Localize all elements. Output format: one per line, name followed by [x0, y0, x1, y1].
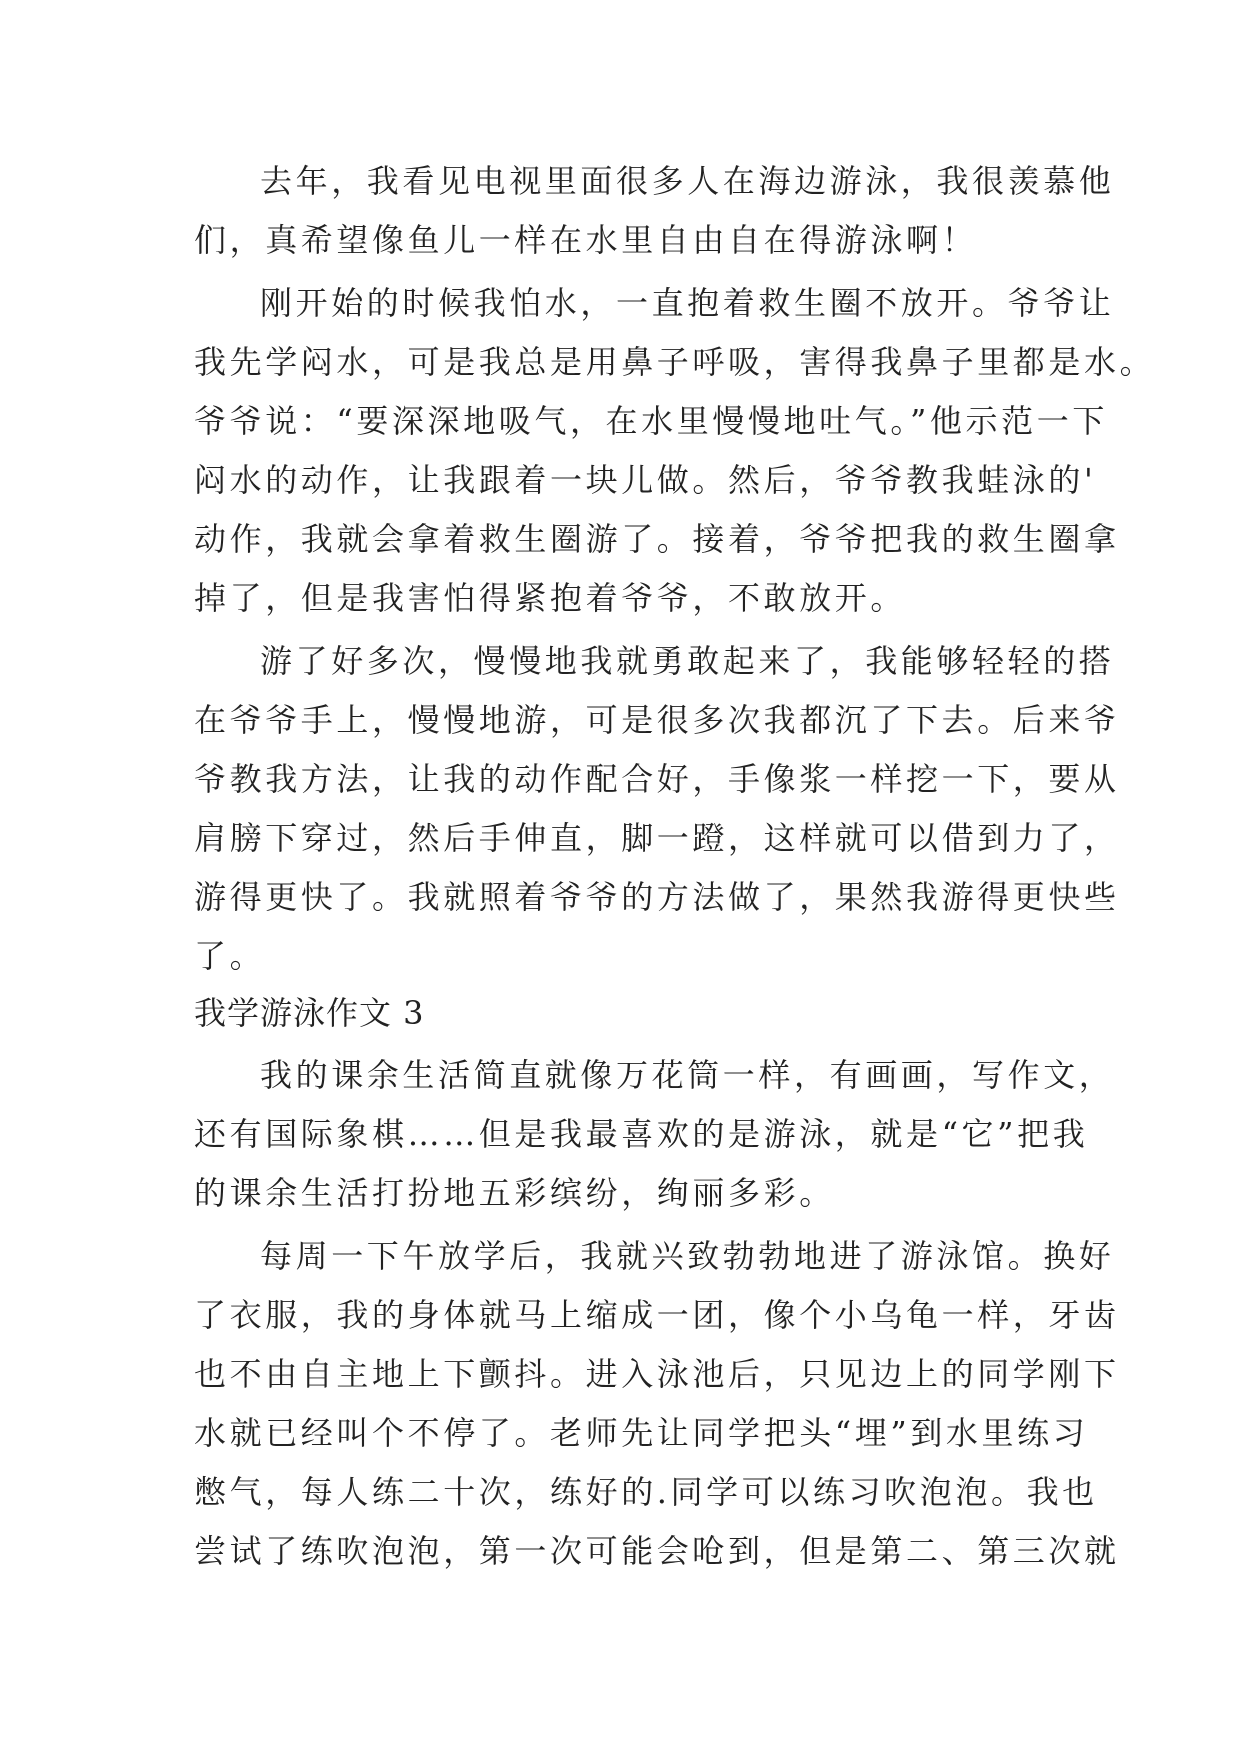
paragraph-line: 游了好多次，慢慢地我就勇敢起来了，我能够轻轻的搭	[260, 642, 1115, 680]
paragraph-line: 也不由自主地上下颤抖。进入泳池后，只见边上的同学刚下	[194, 1355, 1120, 1393]
paragraph-line: 爷爷说：“要深深地吸气，在水里慢慢地吐气。”他示范一下	[194, 402, 1108, 440]
paragraph-line: 了。	[194, 937, 266, 975]
paragraph-line: 还有国际象棋……但是我最喜欢的是游泳，就是“它”把我	[194, 1115, 1089, 1153]
paragraph-line: 肩膀下穿过，然后手伸直，脚一蹬，这样就可以借到力了，	[194, 819, 1120, 857]
paragraph-line: 刚开始的时候我怕水，一直抱着救生圈不放开。爷爷让	[260, 284, 1115, 322]
paragraph-line: 们，真希望像鱼儿一样在水里自由自在得游泳啊！	[194, 221, 978, 259]
paragraph-line: 的课余生活打扮地五彩缤纷，绚丽多彩。	[194, 1174, 835, 1212]
paragraph-line: 去年，我看见电视里面很多人在海边游泳，我很羡慕他	[260, 162, 1115, 200]
paragraph-line: 在爷爷手上，慢慢地游，可是很多次我都沉了下去。后来爷	[194, 701, 1120, 739]
paragraph-line: 尝试了练吹泡泡，第一次可能会呛到，但是第二、第三次就	[194, 1532, 1120, 1570]
paragraph-line: 水就已经叫个不停了。老师先让同学把头“埋”到水里练习	[194, 1414, 1089, 1452]
section-heading: 我学游泳作文 3	[194, 994, 425, 1032]
paragraph-line: 我先学闷水，可是我总是用鼻子呼吸，害得我鼻子里都是水。	[194, 343, 1156, 381]
paragraph-line: 游得更快了。我就照着爷爷的方法做了，果然我游得更快些	[194, 878, 1120, 916]
paragraph-line: 爷教我方法，让我的动作配合好，手像浆一样挖一下，要从	[194, 760, 1120, 798]
paragraph-line: 每周一下午放学后，我就兴致勃勃地进了游泳馆。换好	[260, 1237, 1115, 1275]
paragraph-line: 掉了，但是我害怕得紧抱着爷爷，不敢放开。	[194, 579, 907, 617]
paragraph-line: 动作，我就会拿着救生圈游了。接着，爷爷把我的救生圈拿	[194, 520, 1120, 558]
paragraph-line: 闷水的动作，让我跟着一块儿做。然后，爷爷教我蛙泳的'	[194, 461, 1097, 499]
paragraph-line: 了衣服，我的身体就马上缩成一团，像个小乌龟一样，牙齿	[194, 1296, 1120, 1334]
paragraph-line: 憋气，每人练二十次，练好的.同学可以练习吹泡泡。我也	[194, 1473, 1098, 1511]
paragraph-line: 我的课余生活简直就像万花筒一样，有画画，写作文，	[260, 1056, 1115, 1094]
